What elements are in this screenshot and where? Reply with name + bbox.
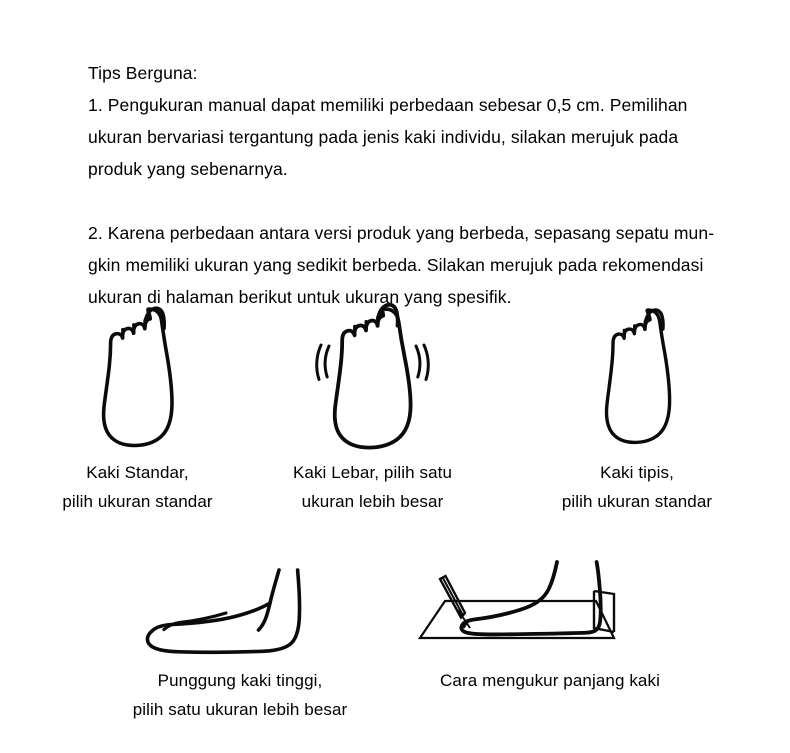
foot-profile-high-instep-icon bbox=[95, 560, 385, 660]
tip-2-line-2: gkin memiliki ukuran yang sedikit berbeda. Silakan merujuk pada rekomendasi bbox=[88, 255, 704, 275]
caption-measure-line-1: Cara mengukur panjang kaki bbox=[440, 671, 660, 690]
foot-sole-standard-icon bbox=[20, 300, 255, 450]
tip-paragraph-1 bbox=[88, 89, 750, 185]
figure-wide-foot bbox=[255, 300, 490, 511]
caption-wide-line-2: ukuran lebih besar bbox=[301, 492, 444, 511]
figure-high-instep-foot bbox=[95, 560, 385, 719]
foot-sole-thin-icon bbox=[512, 300, 762, 450]
caption-thin-line-1: Kaki tipis, bbox=[600, 463, 674, 482]
caption-instep-line-2: pilih satu ukuran lebih besar bbox=[132, 700, 348, 719]
caption-standard-line-1: Kaki Standar, bbox=[86, 463, 189, 482]
tips-text-block bbox=[88, 57, 750, 313]
tip-1-line-3: produk yang sebenarnya. bbox=[88, 159, 288, 179]
caption-measuring-method bbox=[400, 666, 700, 695]
tips-heading: Tips Berguna: bbox=[88, 63, 198, 83]
tip-1-line-1: 1. Pengukuran manual dapat memiliki perbedaan sebesar 0,5 cm. Pemilihan bbox=[88, 95, 688, 115]
foot-sole-wide-icon bbox=[255, 300, 490, 450]
figure-measuring-method bbox=[400, 560, 700, 690]
figure-thin-foot bbox=[512, 300, 762, 511]
figure-standard-foot bbox=[20, 300, 255, 511]
paragraph-spacer bbox=[88, 185, 750, 217]
caption-standard-line-2: pilih ukuran standar bbox=[62, 492, 213, 511]
caption-thin-foot bbox=[512, 458, 762, 516]
foot-measuring-with-pencil-icon bbox=[400, 560, 700, 660]
caption-high-instep bbox=[95, 666, 385, 724]
tip-1-line-2: ukuran bervariasi tergantung pada jenis kaki individu, silakan merujuk pada bbox=[88, 127, 679, 147]
caption-wide-line-1: Kaki Lebar, pilih satu bbox=[292, 463, 453, 482]
caption-thin-line-2: pilih ukuran standar bbox=[561, 492, 713, 511]
caption-instep-line-1: Punggung kaki tinggi, bbox=[157, 671, 323, 690]
foot-measure-figure-row bbox=[0, 560, 790, 730]
caption-standard-foot bbox=[20, 458, 255, 516]
tip-2-line-3: ukuran di halaman berikut untuk ukuran yang spesifik. bbox=[88, 287, 512, 307]
foot-shape-figure-row bbox=[0, 300, 790, 515]
caption-wide-foot bbox=[255, 458, 490, 516]
tip-paragraph-2 bbox=[88, 217, 750, 313]
tip-2-line-1: 2. Karena perbedaan antara versi produk yang berbeda, sepasang sepatu mun- bbox=[88, 223, 715, 243]
